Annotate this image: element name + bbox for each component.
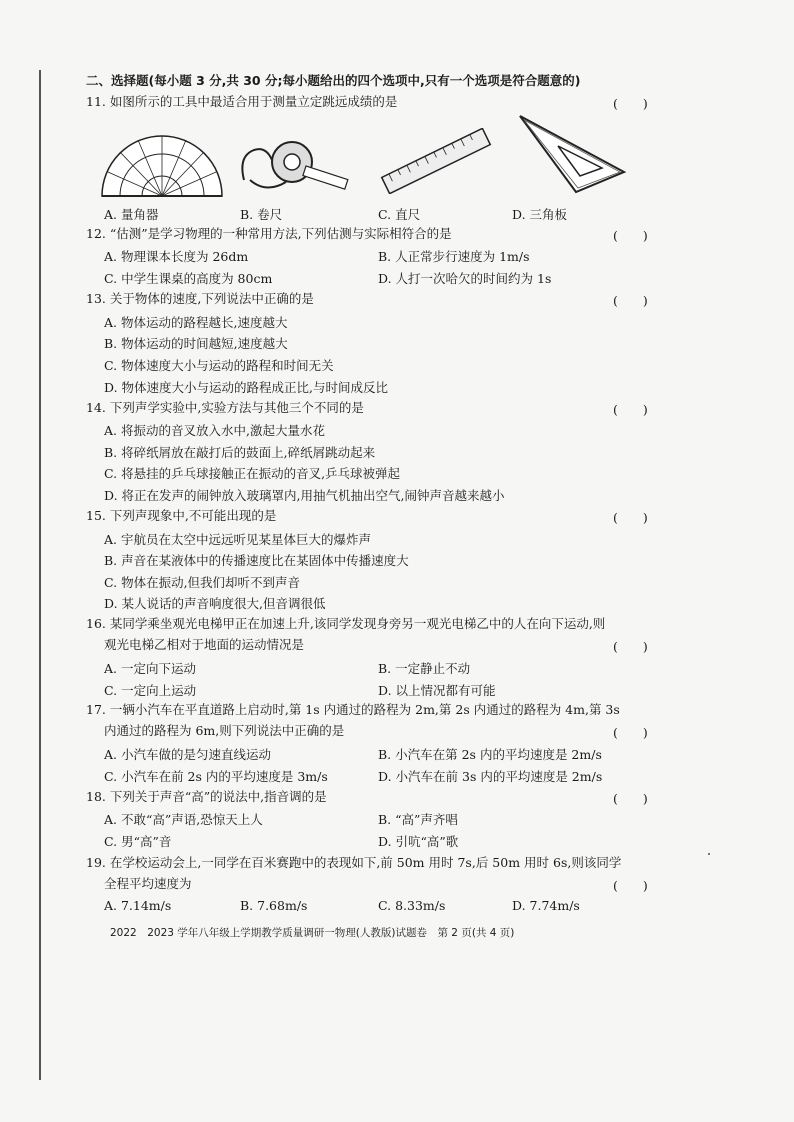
q19-option-d: D. 7.74m/s [512,898,580,913]
q15-stem: 15. 下列声现象中,不可能出现的是 [86,508,277,523]
q16-option-c: C. 一定向上运动 [104,683,197,698]
q17-option-a: A. 小汽车做的是匀速直线运动 [104,747,271,762]
q12-option-d: D. 人打一次哈欠的时间约为 1s [378,271,552,286]
q17-stem-line1: 17. 一辆小汽车在平直道路上启动时,第 1s 内通过的路程为 2m,第 2s 内通过的路程为 4m,第 3s [86,702,620,717]
ruler-icon [378,128,494,194]
q12-answer-bracket: ( ) [613,228,648,243]
q16-stem-line1: 16. 某同学乘坐观光电梯甲正在加速上升,该同学发现身旁另一观光电梯乙中的人在向下运动,则 [86,616,606,631]
q19-option-a: A. 7.14m/s [104,898,172,913]
q11-option-c: C. 直尺 [378,207,421,222]
q18-option-a: A. 不敢“高”声语,恐惊天上人 [104,812,263,827]
q13-option-b: B. 物体运动的时间越短,速度越大 [104,336,288,351]
q19-option-b: B. 7.68m/s [240,898,308,913]
q17-option-d: D. 小汽车在前 3s 内的平均速度是 2m/s [378,769,603,784]
q16-stem-line2: 观光电梯乙相对于地面的运动情况是 [104,637,305,652]
q14-answer-bracket: ( ) [613,402,648,417]
q15-option-d: D. 某人说话的声音响度很大,但音调很低 [104,596,326,611]
q11-option-d: D. 三角板 [512,207,568,222]
q11-answer-bracket: ( ) [613,96,648,111]
q16-option-d: D. 以上情况都有可能 [378,683,496,698]
q19-stem-line1: 19. 在学校运动会上,一同学在百米赛跑中的表现如下,前 50m 用时 7s,后 50m 用时 6s,则该同学 [86,855,622,870]
q16-answer-bracket: ( ) [613,639,648,654]
q19-stem-line2: 全程平均速度为 [104,876,192,891]
q15-option-c: C. 物体在振动,但我们却听不到声音 [104,575,301,590]
q14-option-d: D. 将正在发声的闹钟放入玻璃罩内,用抽气机抽出空气,闹钟声音越来越小 [104,488,505,503]
q17-option-c: C. 小汽车在前 2s 内的平均速度是 3m/s [104,769,328,784]
section-title: 二、选择题(每小题 3 分,共 30 分;每小题给出的四个选项中,只有一个选项是符合题意的) [86,73,581,88]
q12-option-a: A. 物理课本长度为 26dm [104,249,249,264]
q15-option-a: A. 宇航员在太空中远远听见某星体巨大的爆炸声 [104,532,371,547]
q18-option-c: C. 男“高”音 [104,834,172,849]
q19-option-c: C. 8.33m/s [378,898,446,913]
q16-option-a: A. 一定向下运动 [104,661,196,676]
q18-stem: 18. 下列关于声音“高”的说法中,指音调的是 [86,789,327,804]
q14-stem: 14. 下列声学实验中,实验方法与其他三个不同的是 [86,400,364,415]
q19-answer-bracket: ( ) [613,878,648,893]
q12-option-b: B. 人正常步行速度为 1m/s [378,249,530,264]
q11-option-a: A. 量角器 [104,207,159,222]
margin-line [39,70,41,1080]
q18-answer-bracket: ( ) [613,791,648,806]
triangle-ruler-icon [516,112,628,196]
q14-option-a: A. 将振动的音叉放入水中,激起大量水花 [104,423,325,438]
protractor-icon [98,132,226,200]
q14-option-b: B. 将碎纸屑放在敲打后的鼓面上,碎纸屑跳动起来 [104,445,376,460]
q18-option-d: D. 引吭“高”歌 [378,834,459,849]
q13-option-d: D. 物体速度大小与运动的路程成正比,与时间成反比 [104,380,388,395]
page-footer: 2022 2023 学年八年级上学期教学质量调研一物理(人教版)试题卷 第 2 页(共 4 页) [110,927,515,939]
q13-option-c: C. 物体速度大小与运动的路程和时间无关 [104,358,334,373]
scan-speck [708,853,710,855]
q14-option-c: C. 将悬挂的乒乓球接触正在振动的音叉,乒乓球被弹起 [104,466,401,481]
q11-option-b: B. 卷尺 [240,207,283,222]
q13-option-a: A. 物体运动的路程越长,速度越大 [104,315,288,330]
q12-option-c: C. 中学生课桌的高度为 80cm [104,271,273,286]
q11-stem: 11. 如图所示的工具中最适合用于测量立定跳远成绩的是 [86,94,398,109]
q16-option-b: B. 一定静止不动 [378,661,471,676]
q17-stem-line2: 内通过的路程为 6m,则下列说法中正确的是 [104,723,345,738]
q15-option-b: B. 声音在某液体中的传播速度比在某固体中传播速度大 [104,553,409,568]
q13-answer-bracket: ( ) [613,293,648,308]
q18-option-b: B. “高”声齐唱 [378,812,458,827]
q12-stem: 12. “估测”是学习物理的一种常用方法,下列估测与实际相符合的是 [86,226,452,241]
q17-answer-bracket: ( ) [613,725,648,740]
q15-answer-bracket: ( ) [613,510,648,525]
tape-measure-icon [236,136,354,198]
q13-stem: 13. 关于物体的速度,下列说法中正确的是 [86,291,314,306]
q17-option-b: B. 小汽车在第 2s 内的平均速度是 2m/s [378,747,602,762]
